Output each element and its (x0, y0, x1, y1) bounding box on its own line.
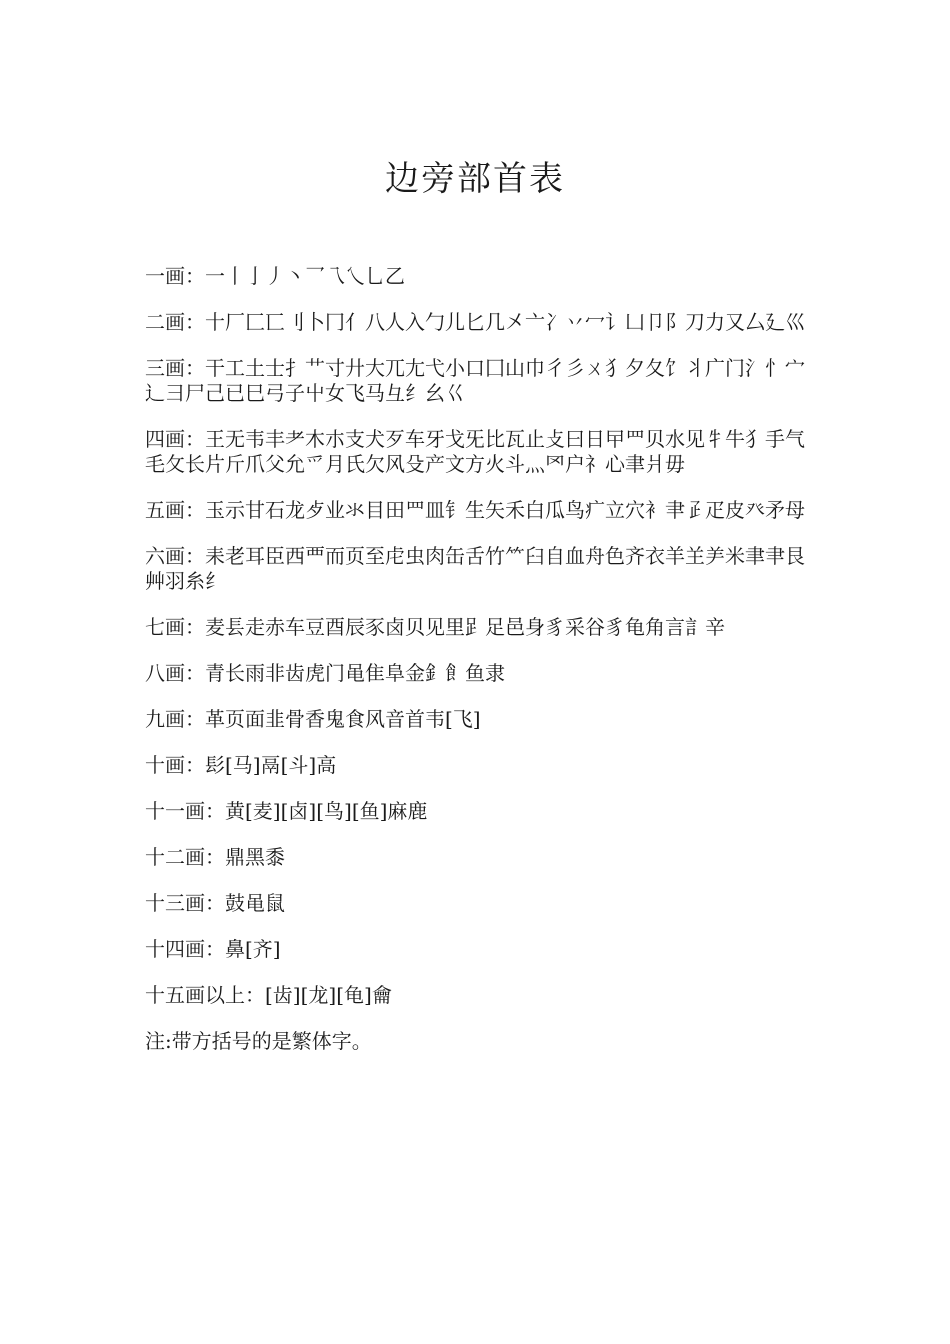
radical-list: 耒老耳臣西覀而页至虍虫肉缶舌竹⺮臼自血舟色齐衣羊𦍌⺶米聿𦘒艮艸羽糸纟 (145, 544, 805, 593)
stroke-label: 四画： (145, 427, 205, 451)
stroke-row (145, 544, 813, 594)
stroke-row (145, 615, 813, 640)
stroke-label: 九画： (145, 707, 205, 731)
radical-list: 王无韦丰耂木朩支犬歹车牙戈旡比瓦止攴曰日曱罒贝水见牜牛犭手气毛攵长片斤爪父允爫月氏欠风殳产文方火斗灬罓户礻心聿爿毋 (145, 427, 805, 476)
radical-list: 鼎黑黍 (225, 845, 285, 869)
stroke-label: 三画： (145, 356, 205, 380)
stroke-label: 十一画： (145, 799, 225, 823)
radical-list: 鼻[齐] (225, 937, 281, 961)
stroke-label: 十画： (145, 753, 205, 777)
stroke-label: 一画： (145, 264, 205, 288)
stroke-label: 十二画： (145, 845, 225, 869)
stroke-row (145, 845, 813, 870)
stroke-label: 五画： (145, 498, 205, 522)
radical-list: 鼓黾鼠 (225, 891, 285, 915)
page-title: 边旁部首表 (385, 158, 565, 199)
stroke-label: 七画： (145, 615, 205, 639)
radical-list: 干工土士扌艹寸廾大兀尢弋小口囗山巾彳彡ㄨ犭夕夂饣丬广门氵忄宀辶彐尸己已巳弓子屮女飞马彑纟幺巜 (145, 356, 805, 405)
stroke-label: 十五画以上： (145, 983, 265, 1007)
footnote: 注:带方括号的是繁体字。 (145, 1029, 372, 1053)
radical-list: 一丨亅丿丶乛乁乀乚乙 (205, 264, 405, 288)
radical-list: 青长雨非齿虎门黾隹阜金釒飠鱼隶 (205, 661, 505, 685)
stroke-row (145, 264, 813, 289)
stroke-label: 十三画： (145, 891, 225, 915)
stroke-row (145, 427, 813, 477)
stroke-row (145, 799, 813, 824)
stroke-row (145, 498, 813, 523)
radical-list: 革页面韭骨香鬼食风音首韦[飞] (205, 707, 481, 731)
radical-list: 十厂匚匸刂卜冂亻八人入勹儿匕几㐅亠冫丷冖讠凵卩阝刀力又厶廴巛 (205, 310, 805, 334)
radical-list: 麦镸走赤车豆酉辰豕卤贝见里𧾷足邑身豸采谷豸龟角言訁辛 (205, 615, 725, 639)
stroke-row (145, 937, 813, 962)
stroke-label: 八画： (145, 661, 205, 685)
radical-list: [齿][龙][龟]龠 (265, 983, 392, 1007)
stroke-row (145, 891, 813, 916)
radical-list: 髟[马]鬲[斗]高 (205, 753, 337, 777)
stroke-label: 六画： (145, 544, 205, 568)
stroke-row (145, 707, 813, 732)
stroke-row (145, 661, 813, 686)
stroke-row (145, 356, 813, 406)
radical-list: 玉示甘石龙歺业氺目田罒皿钅生矢禾白瓜鸟疒立穴衤𦘒𤴔疋皮癶矛母 (205, 498, 805, 522)
radical-table (145, 264, 813, 1054)
stroke-label: 十四画： (145, 937, 225, 961)
stroke-label: 二画： (145, 310, 205, 334)
stroke-row (145, 310, 813, 335)
radical-list: 黄[麦][卤][鸟][鱼]麻鹿 (225, 799, 428, 823)
stroke-row (145, 983, 813, 1008)
stroke-row (145, 753, 813, 778)
